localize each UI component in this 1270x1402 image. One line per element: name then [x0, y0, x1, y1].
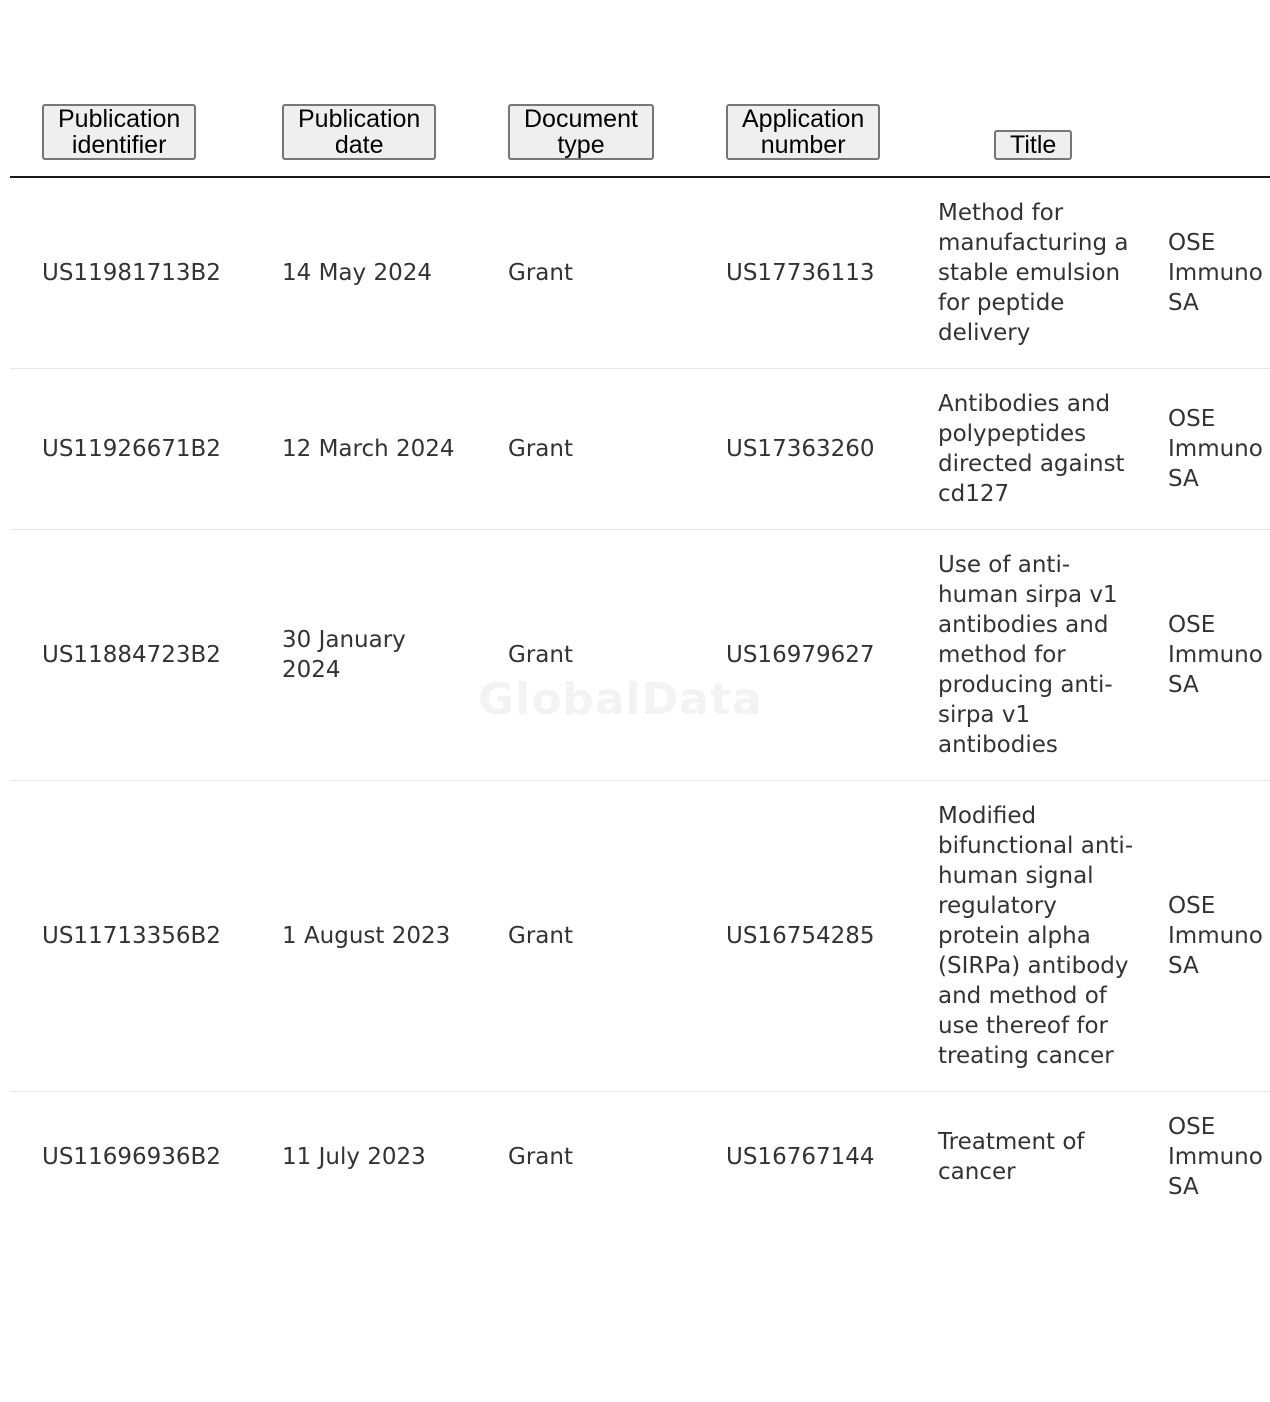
header-publication-date [250, 0, 476, 177]
table-row [10, 177, 1270, 369]
title-cell: Modified bifunctional anti-human signal regulatory protein alpha (SIRPa) antibody and method of use thereof for treating cancer [920, 781, 1150, 1092]
sort-publication-date-button[interactable]: Publication date [282, 104, 436, 160]
header-title [920, 0, 1150, 177]
publication-date-cell: 12 March 2024 [250, 369, 476, 530]
patents-table-container [10, 0, 1263, 1222]
table-row [10, 781, 1270, 1092]
owner-cell: OSE Immuno SA [1150, 530, 1270, 781]
sort-document-type-button[interactable]: Document type [508, 104, 654, 160]
document-type-cell: Grant [476, 530, 694, 781]
title-cell: Antibodies and polypeptides directed against cd127 [920, 369, 1150, 530]
publication-identifier-cell: US11884723B2 [10, 530, 250, 781]
publication-identifier-cell: US11981713B2 [10, 177, 250, 369]
application-number-cell: US16767144 [726, 1144, 875, 1170]
table-header-row [10, 0, 1270, 177]
application-number-cell: US17736113 [694, 177, 920, 369]
sort-publication-identifier-button[interactable]: Publication identifier [42, 104, 196, 160]
application-number-cell: US16979627 [694, 530, 920, 781]
owner-cell: OSE Immuno SA [1168, 1114, 1263, 1200]
publication-date-cell: 14 May 2024 [250, 177, 476, 369]
owner-cell: OSE Immuno SA [1150, 369, 1270, 530]
document-type-cell: Grant [476, 781, 694, 1092]
title-cell: Use of anti-human sirpa v1 antibodies and method for producing anti-sirpa v1 antibodies [920, 530, 1150, 781]
sort-application-number-button[interactable]: Application number [726, 104, 880, 160]
table-row [10, 1092, 1270, 1223]
patents-table [10, 0, 1270, 1222]
publication-identifier-cell: US11713356B2 [10, 781, 250, 1092]
publication-date-cell: 11 July 2023 [282, 1144, 426, 1170]
publication-date-cell: 30 January 2024 [250, 530, 476, 781]
table-body [10, 177, 1270, 1222]
application-number-cell: US17363260 [694, 369, 920, 530]
sort-title-button[interactable]: Title [994, 130, 1072, 160]
publication-identifier-cell: US11926671B2 [10, 369, 250, 530]
owner-cell: OSE Immuno SA [1150, 781, 1270, 1092]
title-cell: Treatment of cancer [938, 1129, 1085, 1185]
publication-date-cell: 1 August 2023 [250, 781, 476, 1092]
title-cell: Method for manufacturing a stable emulsion for peptide delivery [920, 177, 1150, 369]
document-type-cell: Grant [508, 1144, 573, 1170]
globaldata-watermark: GlobalData [478, 674, 763, 725]
header-document-type [476, 0, 694, 177]
owner-cell: OSE Immuno SA [1150, 177, 1270, 369]
document-type-cell: Grant [476, 177, 694, 369]
table-row [10, 530, 1270, 781]
publication-identifier-cell: US11696936B2 [42, 1144, 221, 1170]
header-owner [1150, 0, 1270, 177]
table-row [10, 369, 1270, 530]
header-publication-identifier [10, 0, 250, 177]
application-number-cell: US16754285 [694, 781, 920, 1092]
document-type-cell: Grant [476, 369, 694, 530]
header-application-number [694, 0, 920, 177]
